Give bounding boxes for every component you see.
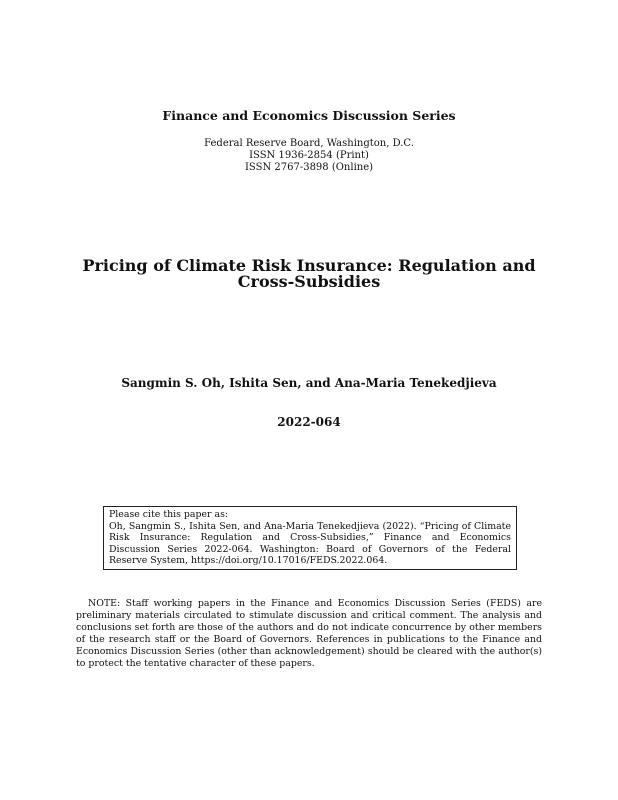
series-title: Finance and Economics Discussion Series [162,108,456,123]
disclaimer-note: NOTE: Staff working papers in the Finance and Economics Discussion Series (FEDS) are preliminary materials circulated to stimulate discussion and critical comment. The analysis and conclusions set forth are those of the authors and do not indicate concurrence by other members of the research staff or the Board of Governors. References in publications to the Finance and Economics Discussion Series (other than acknowledgement) should be cleared with the author(s) to protect the tentative character of these papers. [76,598,542,669]
paper-number: 2022-064 [277,415,341,429]
citation-text: Oh, Sangmin S., Ishita Sen, and Ana-Maria Tenekedjieva (2022). “Pricing of Climate Risk Insurance: Regulation and Cross-Subsidies,” Finance and Economics Discussion Series 2022-064. Washington: Board of Governors of the Federal Reserve System, https://doi.org/10.17016/FEDS.2022.064. [109,520,511,567]
authors: Sangmin S. Oh, Ishita Sen, and Ana-Maria Tenekedjieva [121,376,497,390]
paper-title-line-1: Pricing of Climate Risk Insurance: Regulation and [82,256,536,275]
publisher-name: Federal Reserve Board, Washington, D.C. [204,138,414,149]
issn-print: ISSN 1936-2854 (Print) [249,150,369,161]
issn-online: ISSN 2767-3898 (Online) [244,162,374,173]
paper-title-line-2: Cross-Subsidies [237,272,381,291]
citation-intro: Please cite this paper as: [109,509,229,520]
paper-title [0,258,618,290]
citation-box [103,506,517,570]
publisher-block [0,138,618,174]
